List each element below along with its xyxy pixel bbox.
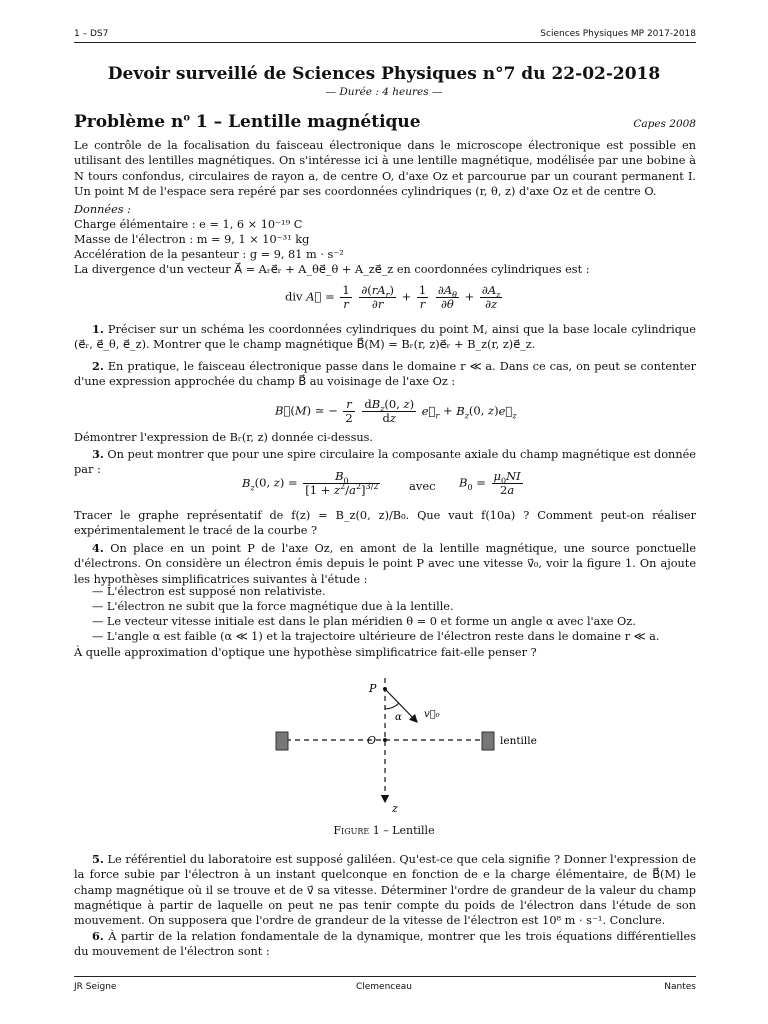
hypothesis-item: — L'électron est supposé non relativiste. <box>92 585 326 598</box>
problem-title-sup: o <box>183 112 190 124</box>
label-alpha: α <box>395 712 402 723</box>
footer-left: JR Seigne <box>74 982 117 992</box>
question-2 <box>74 359 696 390</box>
donnees-label: Données : <box>74 203 131 216</box>
donnee-pesanteur: Accélération de la pesanteur : g = 9, 81 m · s⁻² <box>74 248 344 261</box>
alpha-arc <box>385 703 399 709</box>
intro-paragraph: Le contrôle de la focalisation du faisceau électronique dans le microscope électronique est possible en utilisant des lentilles magnétiques. On s'intéresse ici à une lentille magnétique, modélisée par une bobine à N tours confondus, circulaires de rayon a, de centre O, d'axe Oz et parcourue par un courant permanent I. Un point M de l'espace sera repéré par ses coordonnées cylindriques (r, θ, z) d'axe Oz et de centre O. <box>74 139 696 198</box>
question-3-number: 3. <box>92 447 104 461</box>
question-3-after: Tracer le graphe représentatif de f(z) = B_z(0, z)/B₀. Que vaut f(10a) ? Comment peut-on réaliser expérimentalement le tracé de la courbe ? <box>74 509 696 538</box>
header-rule <box>74 42 696 43</box>
problem-title-main: Problème n <box>74 112 184 132</box>
header-right: Sciences Physiques MP 2017-2018 <box>540 29 696 39</box>
label-v0: v⃗₀ <box>424 709 440 720</box>
coil-left <box>276 732 288 750</box>
question-3 <box>74 447 696 478</box>
label-o: O <box>367 734 377 747</box>
question-4 <box>74 541 696 587</box>
donnee-masse: Masse de l'électron : m = 9, 1 × 10⁻³¹ kg <box>74 233 310 246</box>
question-6-number: 6. <box>92 929 104 943</box>
b0-equation: $B_0$ = $\frac{\mu_0NI}{2a}$ <box>459 469 521 497</box>
avec-label: avec <box>409 479 436 493</box>
document-title: Devoir surveillé de Sciences Physiques n°7 du 22-02-2018 <box>107 64 661 84</box>
question-2-number: 2. <box>92 359 104 373</box>
figure-lens-diagram <box>260 672 537 820</box>
question-6-text: À partir de la relation fondamentale de la dynamique, montrer que les trois équations différentielles du mouvement de l'électron sont : <box>74 930 696 959</box>
figure-caption-text: – Lentille <box>379 824 435 837</box>
axial-field-equation: $B_z(0$, z) = $\frac{B_0}{[1 + z^2/a^2]^{3/2}}$ <box>242 469 379 497</box>
question-5-text: Le référentiel du laboratoire est supposé galiléen. Qu'est-ce que cela signifie ? Donner l'expression de la force subie par l'électron à un instant quelconque en fonction de e la charge élémentaire, de B⃗(M) le champ magnétique où il se trouve et de v⃗ sa vitesse. Déterminer l'ordre de grandeur de la valeur du champ magnétique à partir de laquelle on peut ne pas tenir compte du poids de l'électron dans l'étude de son mouvement. On supposera que l'ordre de grandeur de la vitesse de l'électron est 10⁸ m · s⁻¹. Conclure. <box>74 853 696 928</box>
question-3-text: On peut montrer que pour une spire circulaire la composante axiale du champ magnétique est donnée par : <box>74 448 696 477</box>
question-4-number: 4. <box>92 541 104 555</box>
hypothesis-item: — Le vecteur vitesse initiale est dans le plan méridien θ = 0 et forme un angle α avec l'axe Oz. <box>92 615 636 628</box>
problem-source: Capes 2008 <box>633 118 696 130</box>
question-4-text: On place en un point P de l'axe Oz, en amont de la lentille magnétique, une source ponctuelle d'électrons. On considère un électron émis depuis le point P avec une vitesse v⃗₀, voir la figure 1. On ajoute les hypothèses simplificatrices suivantes à l'étude : <box>74 542 697 586</box>
coil-right <box>482 732 494 750</box>
question-5-number: 5. <box>92 852 104 866</box>
hypothesis-item: — L'électron ne subit que la force magnétique due à la lentille. <box>92 600 454 613</box>
donnee-divergence: La divergence d'un vecteur A⃗ = Aᵣe⃗ᵣ + A_θe⃗_θ + A_ze⃗_z en coordonnées cylindriques est : <box>74 263 590 276</box>
question-1 <box>74 322 696 353</box>
question-1-text: Préciser sur un schéma les coordonnées cylindriques du point M, ainsi que la base locale cylindrique (e⃗ᵣ, e⃗_θ, e⃗_z). Montrer que le champ magnétique B⃗(M) = Bᵣ(r, z)e⃗ᵣ + B_z(r, z)e⃗_z. <box>74 323 696 352</box>
problem-title-rest: 1 – Lentille magnétique <box>190 112 421 132</box>
question-2-text: En pratique, le faisceau électronique passe dans le domaine r ≪ a. Dans ce cas, on peut se contenter d'une expression approchée du champ B⃗ au voisinage de l'axe Oz : <box>74 360 696 389</box>
question-2-after: Démontrer l'expression de Bᵣ(r, z) donnée ci-dessus. <box>74 431 374 444</box>
header-left: 1 – DS7 <box>74 29 109 39</box>
divergence-equation: div A⃗ = $\frac{1}{r}$ $\frac{\partial(rA_r)}{\partial r}$ + $\frac{1}{r}$ $\frac{\partial A_\theta}{\partial\theta}$ + $\frac{\partial A_z}{\partial z}$ <box>285 283 501 311</box>
field-approx-equation: B⃗(M) ≃ − $\frac{r}{2}$ $\frac{dB_z(0, z)}{dz}$ $e⃗_r + B_z(0$, $z)e⃗_z$ <box>275 397 517 425</box>
hypothesis-item: — L'angle α est faible (α ≪ 1) et la trajectoire ultérieure de l'électron reste dans le domaine r ≪ a. <box>92 630 660 643</box>
footer-right: Nantes <box>664 982 696 992</box>
question-4-after: À quelle approximation d'optique une hypothèse simplificatrice fait-elle penser ? <box>74 646 537 659</box>
question-6 <box>74 929 696 960</box>
point-o <box>383 738 387 742</box>
footer-rule <box>74 976 696 977</box>
document-subtitle: — Durée : 4 heures — <box>325 86 443 98</box>
problem-title <box>74 112 421 132</box>
label-z: z <box>392 802 398 815</box>
label-lentille: lentille <box>500 735 537 747</box>
label-p: P <box>369 682 377 695</box>
figure-caption-prefix: Figure 1 <box>333 824 380 837</box>
footer-center: Clemenceau <box>355 982 413 992</box>
question-1-number: 1. <box>92 322 104 336</box>
figure-caption <box>0 824 768 837</box>
question-5 <box>74 852 696 928</box>
donnee-charge: Charge élémentaire : e = 1, 6 × 10⁻¹⁹ C <box>74 218 303 231</box>
